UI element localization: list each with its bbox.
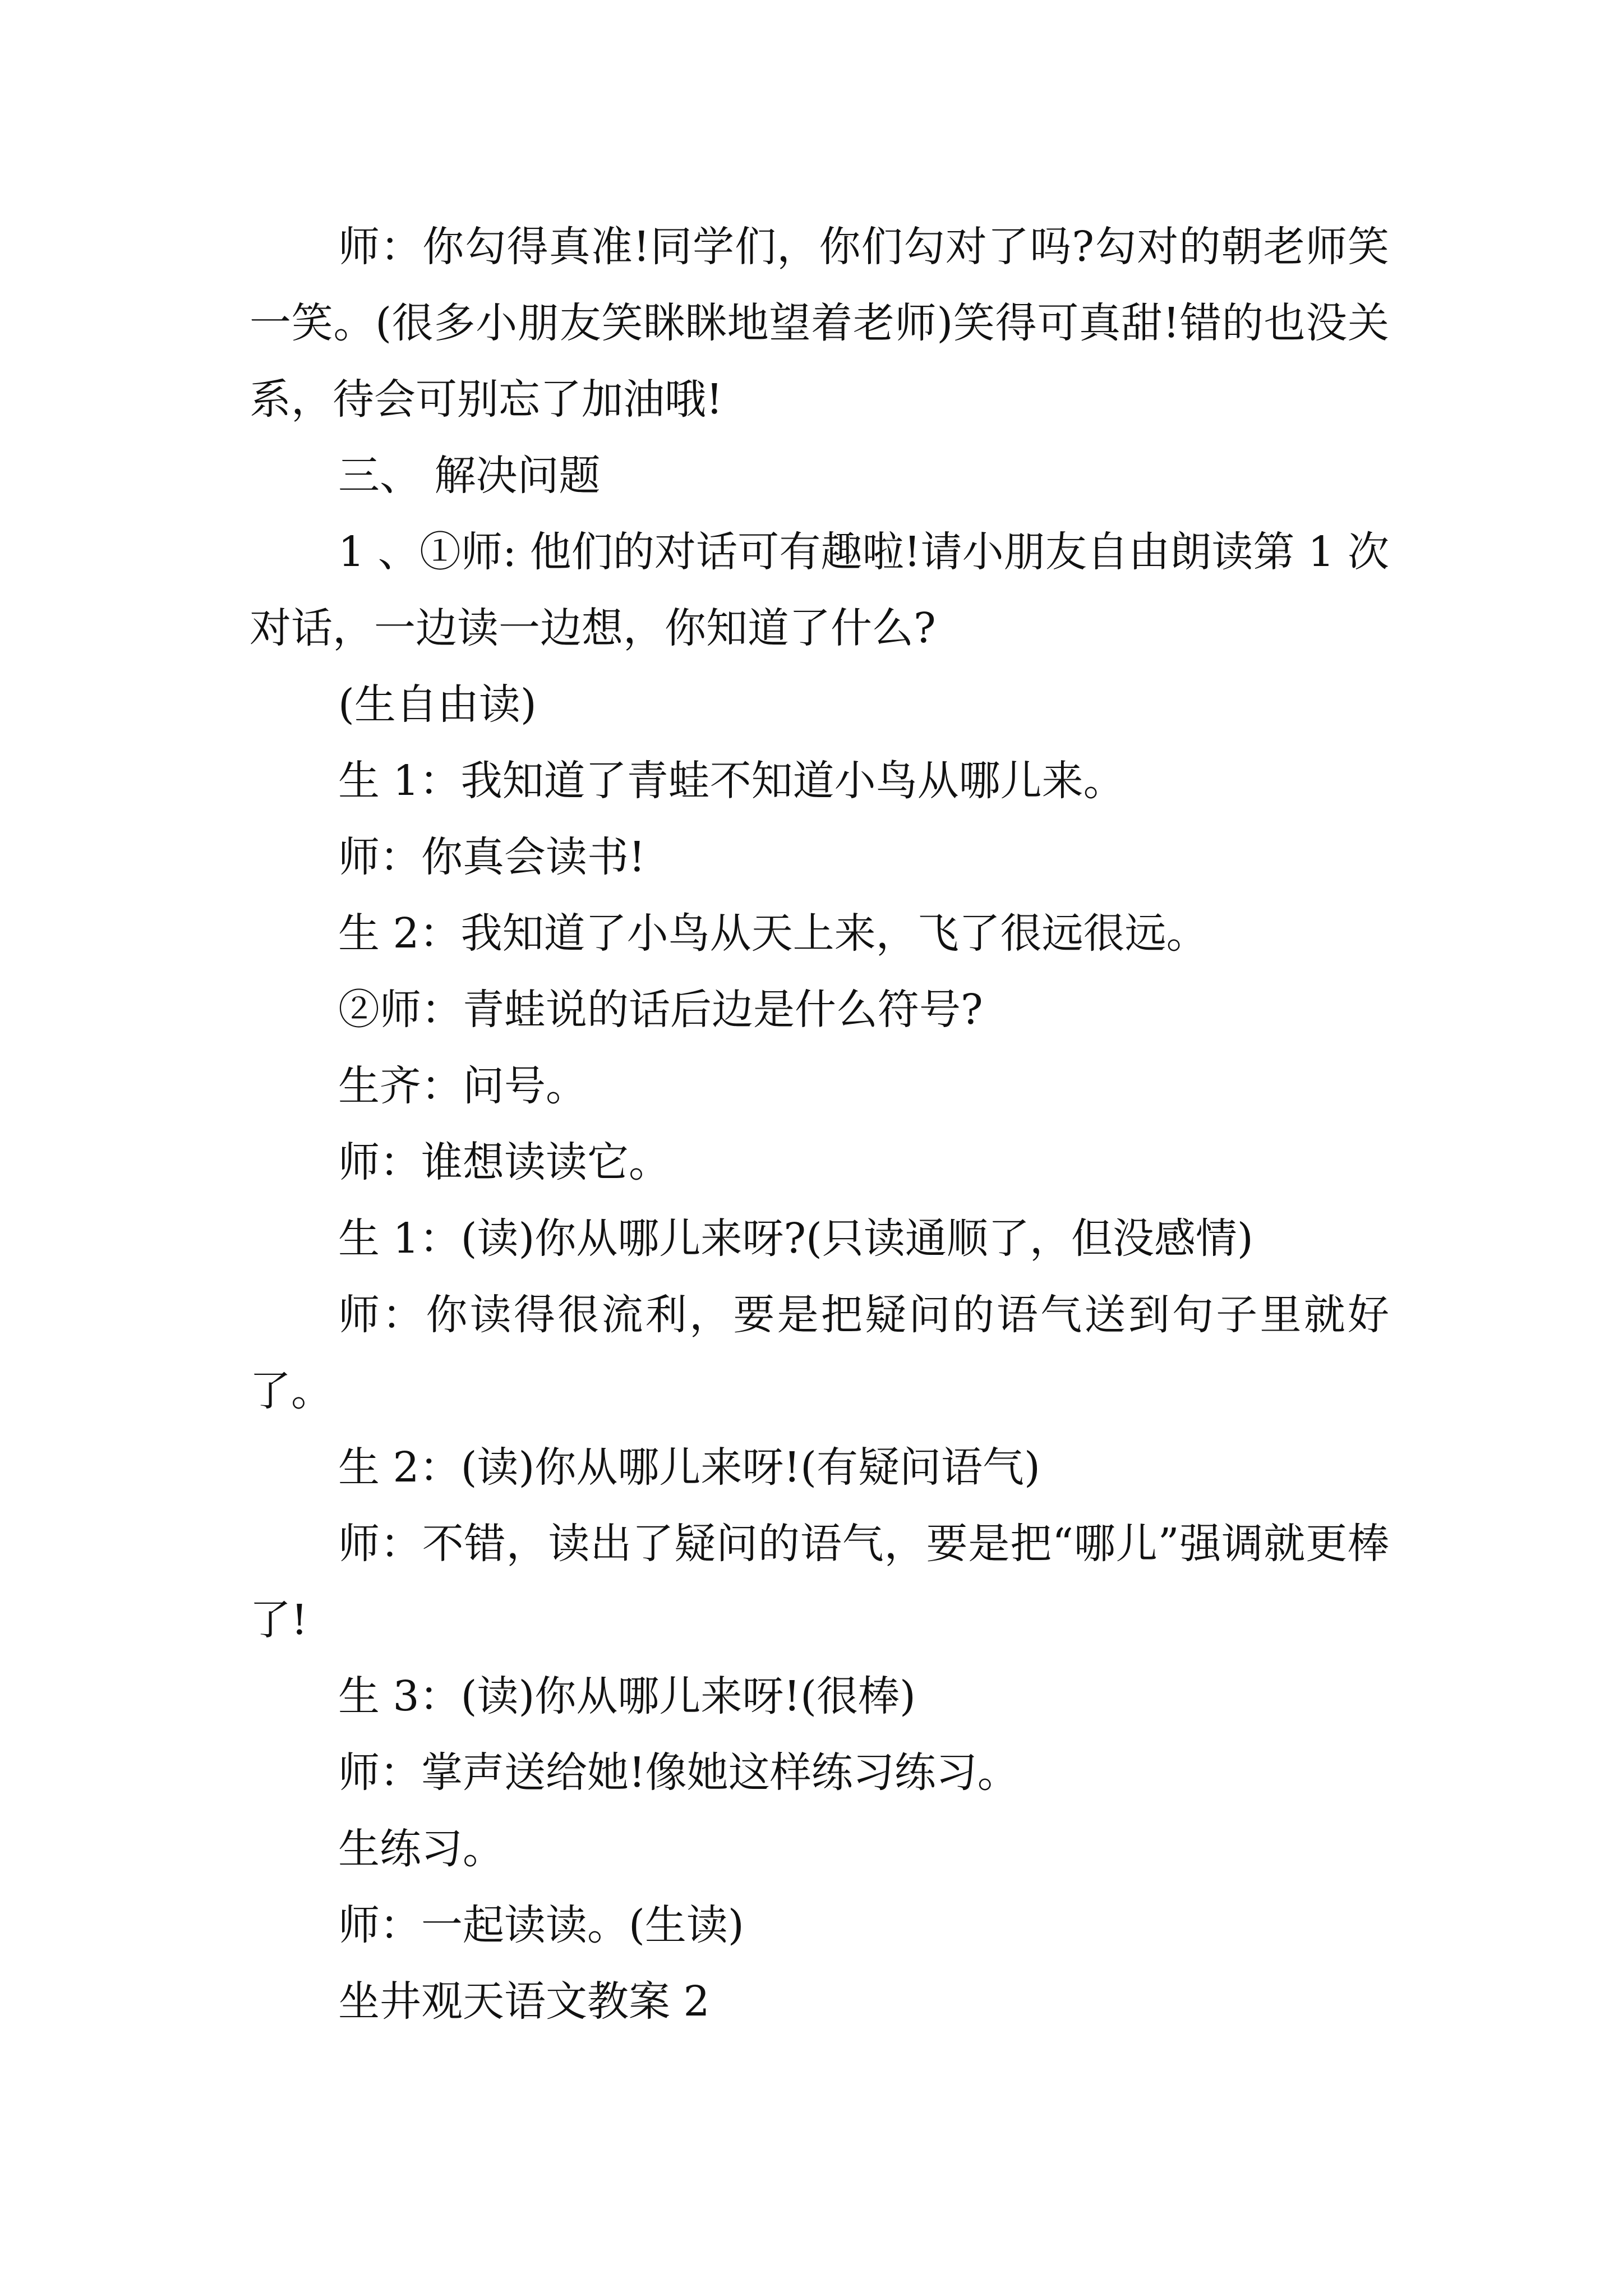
section-heading: 三、 解决问题 xyxy=(338,452,601,500)
paragraph: 1 、①师: 他们的对话可有趣啦!请小朋友自由朗读第 1 次对话，一边读一边想，你知道了什么? xyxy=(250,528,1389,652)
paragraph: 师：掌声送给她!像她这样练习练习。 xyxy=(338,1749,1019,1797)
document-title: 坐井观天语文教案 2 xyxy=(338,1977,710,2026)
document-body xyxy=(250,209,1389,2040)
paragraph: 生 2：(读)你从哪儿来呀!(有疑问语气) xyxy=(338,1443,1040,1492)
paragraph: ②师：青蛙说的话后边是什么符号? xyxy=(338,986,983,1034)
paragraph: 师：你真会读书! xyxy=(338,833,645,881)
paragraph: 生练习。 xyxy=(338,1825,504,1873)
paragraph: (生自由读) xyxy=(338,680,537,729)
paragraph: 师：谁想读读它。 xyxy=(338,1138,670,1186)
paragraph: 师：你读得很流利，要是把疑问的语气送到句子里就好了。 xyxy=(250,1291,1389,1415)
paragraph: 生 1：(读)你从哪儿来呀?(只读通顺了，但没感情) xyxy=(338,1214,1253,1263)
paragraph: 生 3：(读)你从哪儿来呀!(很棒) xyxy=(338,1672,916,1720)
paragraph: 师：你勾得真准!同学们，你们勾对了吗?勾对的朝老师笑一笑。(很多小朋友笑眯眯地望着老师)笑得可真甜!错的也没关系，待会可别忘了加油哦! xyxy=(250,223,1389,424)
paragraph: 生齐：问号。 xyxy=(338,1062,587,1110)
paragraph: 师：不错，读出了疑问的语气，要是把“哪儿”强调就更棒了! xyxy=(250,1520,1389,1644)
paragraph: 生 1：我知道了青蛙不知道小鸟从哪儿来。 xyxy=(338,757,1125,805)
paragraph: 生 2：我知道了小鸟从天上来，飞了很远很远。 xyxy=(338,909,1208,958)
paragraph: 师：一起读读。(生读) xyxy=(338,1901,744,1949)
